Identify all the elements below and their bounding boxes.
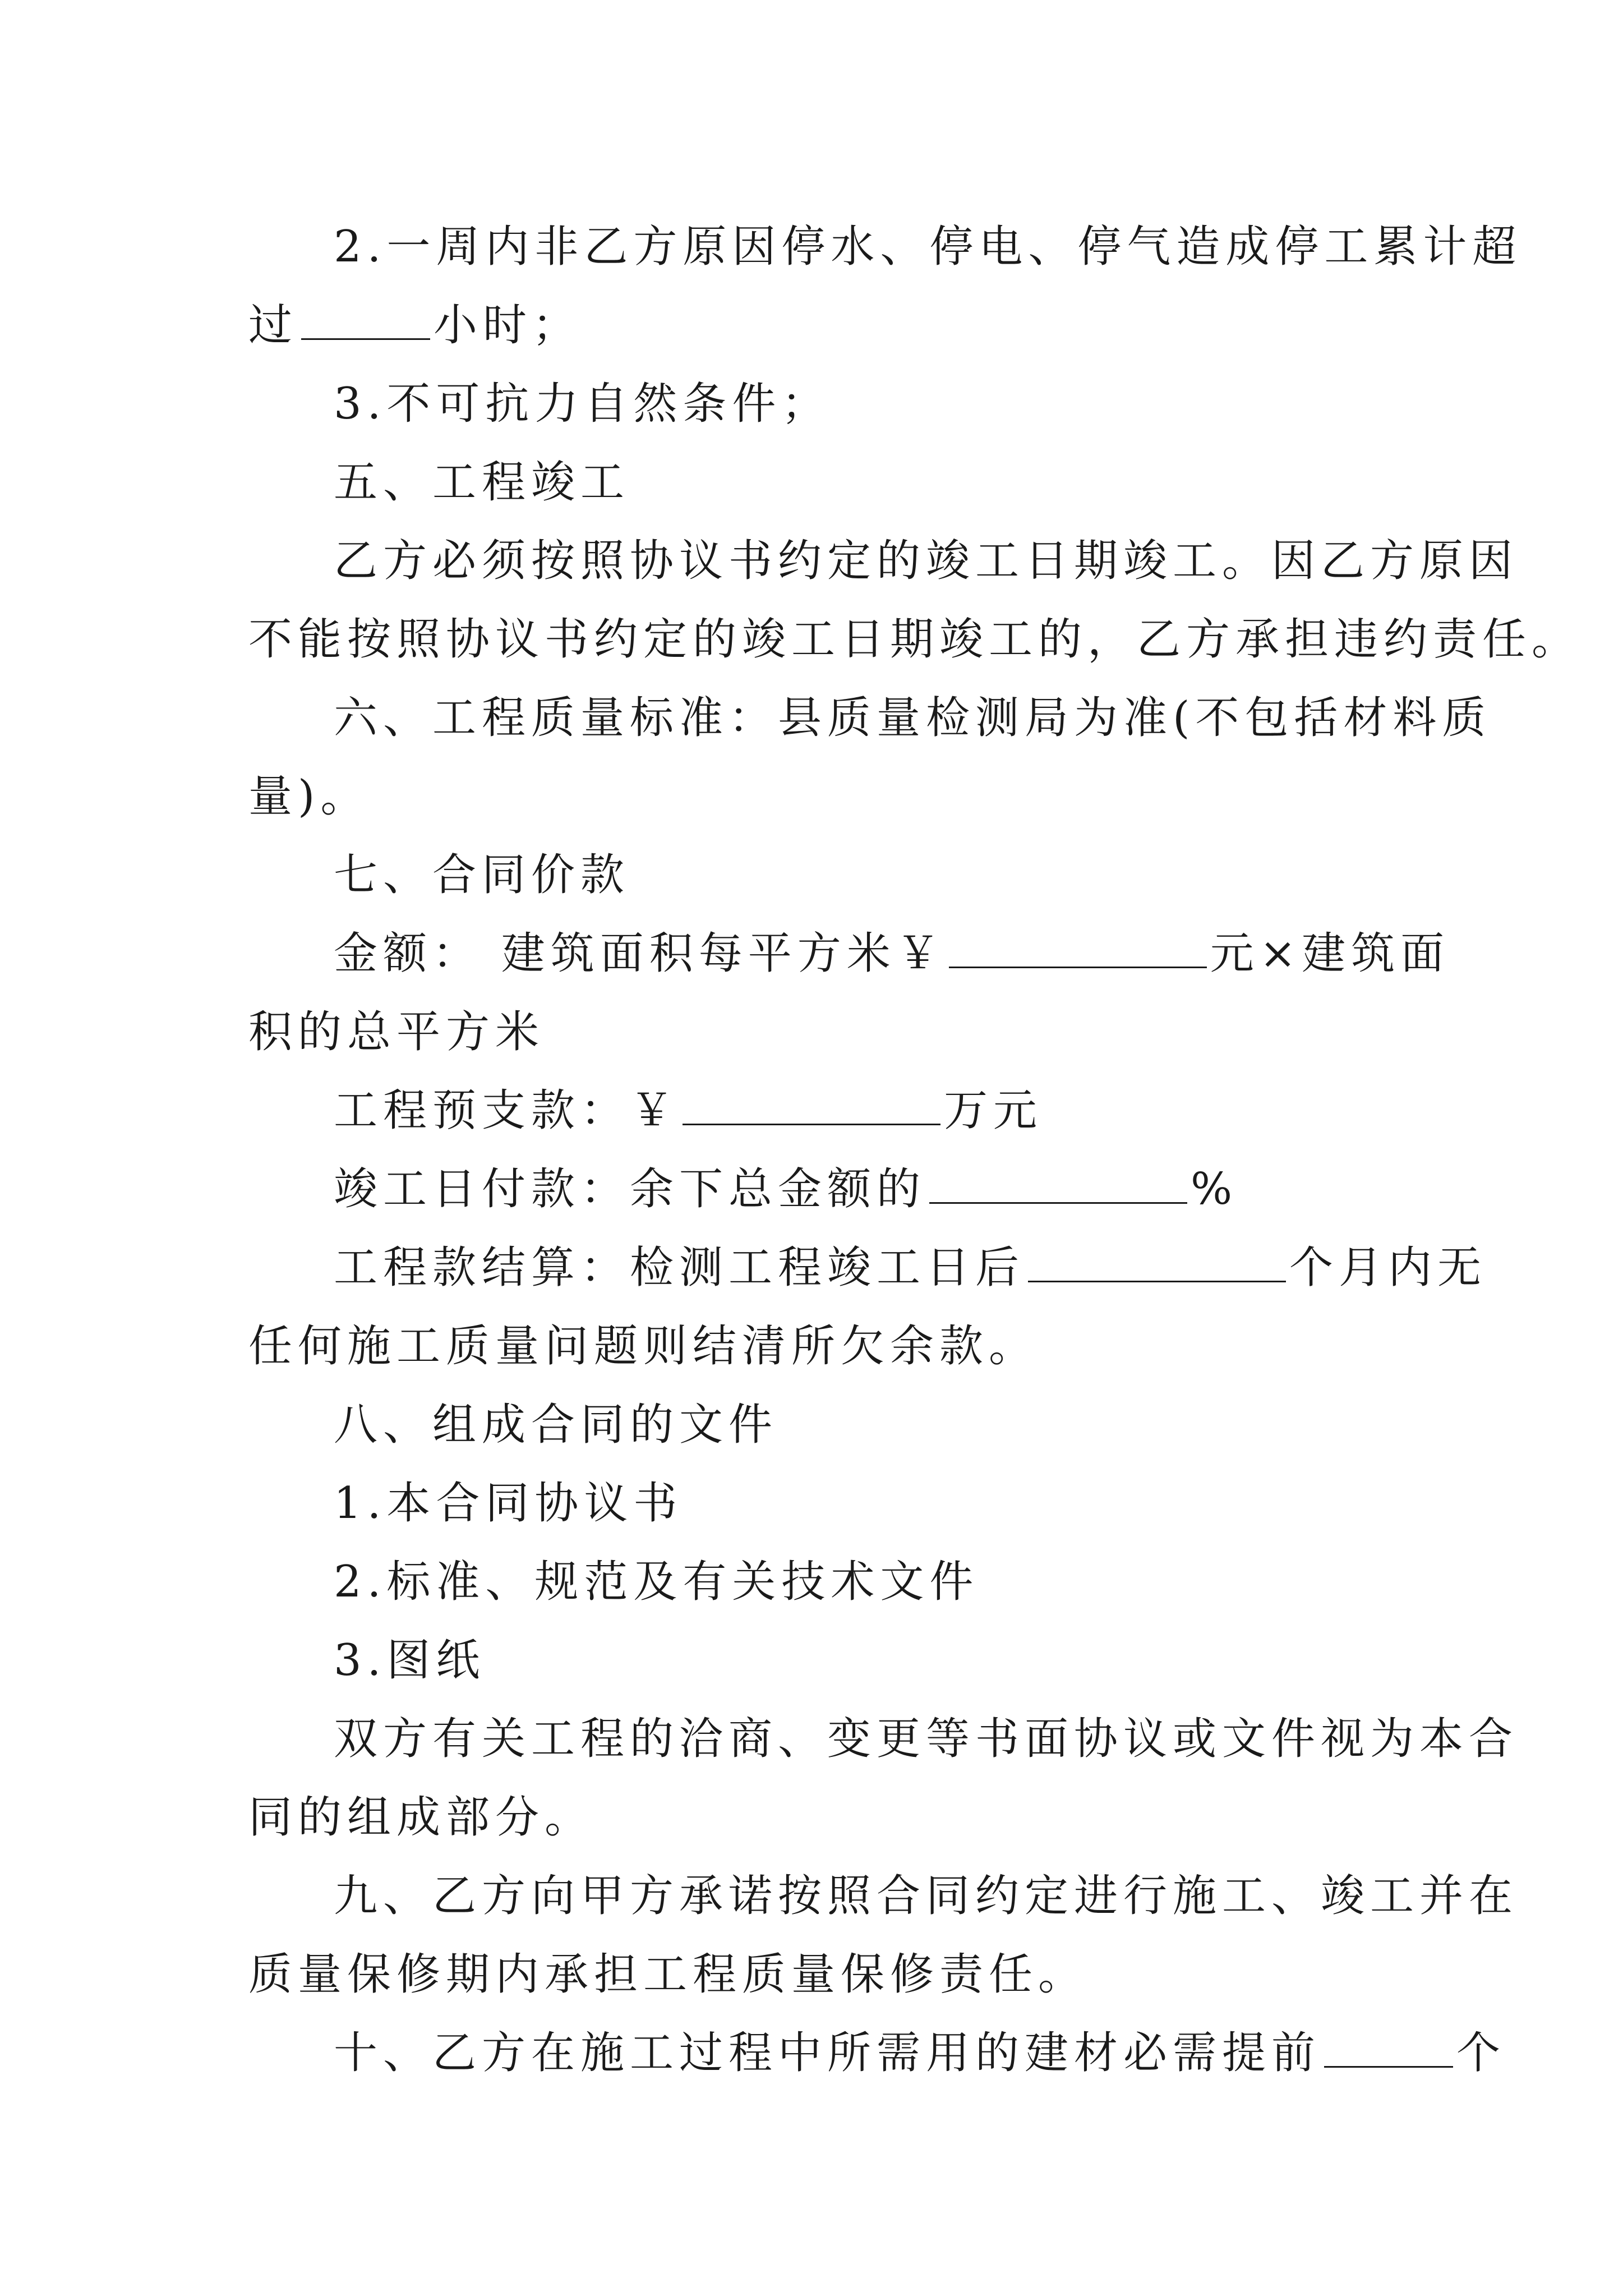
text-fragment: 竣工日付款：余下总金额的 bbox=[334, 1164, 926, 1214]
text-fragment: 十、乙方在施工过程中所需用的建材必需提前 bbox=[334, 2028, 1321, 2078]
list-item: 3.图纸 bbox=[334, 1635, 486, 1686]
completion-payment-line bbox=[248, 1156, 1381, 1234]
text-fragment: 小时； bbox=[434, 300, 582, 351]
section-heading: 五、工程竣工 bbox=[334, 457, 630, 508]
settlement-line bbox=[248, 1234, 1487, 1313]
section-heading: 七、合同价款 bbox=[334, 850, 630, 900]
list-item: 1.本合同协议书 bbox=[334, 1478, 683, 1529]
clause-line: 2.一周内非乙方原因停水、停电、停气造成停工累计超 bbox=[334, 222, 1522, 272]
section-heading: 八、组成合同的文件 bbox=[334, 1400, 778, 1450]
clause-line: 3.不可抗力自然条件； bbox=[334, 379, 831, 429]
text-fragment: 元×建筑面 bbox=[1210, 928, 1450, 979]
paragraph-line: 积的总平方米 bbox=[248, 1007, 545, 1057]
paragraph-line: 不能按照协议书约定的竣工日期竣工的，乙方承担违约责任。 bbox=[248, 614, 1581, 665]
clause-line bbox=[248, 292, 1381, 370]
paragraph-line: 双方有关工程的洽商、变更等书面协议或文件视为本合 bbox=[334, 1714, 1519, 1764]
text-fragment: 个 bbox=[1456, 2028, 1506, 2078]
fill-in-blank bbox=[929, 1158, 1187, 1204]
section-heading: 六、工程质量标准：县质量检测局为准(不包括材料质 bbox=[334, 693, 1492, 743]
amount-line bbox=[248, 920, 1450, 999]
text-fragment: 金额： 建筑面积每平方米￥ bbox=[334, 928, 946, 979]
paragraph-line: 同的组成部分。 bbox=[248, 1792, 594, 1843]
fill-in-blank bbox=[301, 295, 430, 340]
paragraph-line: 质量保修期内承担工程质量保修责任。 bbox=[248, 1949, 1088, 2000]
document-body bbox=[248, 213, 1581, 2098]
text-fragment: % bbox=[1191, 1164, 1238, 1214]
fill-in-blank bbox=[1028, 1237, 1286, 1282]
text-fragment: 过 bbox=[248, 300, 298, 351]
paragraph-line: 量)。 bbox=[248, 771, 370, 822]
fill-in-blank bbox=[683, 1080, 940, 1125]
paragraph-line: 乙方必须按照协议书约定的竣工日期竣工。因乙方原因 bbox=[334, 536, 1519, 586]
paragraph-line: 任何施工质量问题则结清所欠余款。 bbox=[248, 1321, 1039, 1372]
list-item: 2.标准、规范及有关技术文件 bbox=[334, 1557, 979, 1607]
text-fragment: 万元 bbox=[944, 1085, 1043, 1136]
fill-in-blank bbox=[1324, 2022, 1453, 2068]
fill-in-blank bbox=[949, 923, 1207, 968]
text-fragment: 工程款结算：检测工程竣工日后 bbox=[334, 1243, 1025, 1293]
text-fragment: 个月内无 bbox=[1289, 1243, 1487, 1293]
section-heading: 九、乙方向甲方承诺按照合同约定进行施工、竣工并在 bbox=[334, 1871, 1519, 1921]
section-heading bbox=[248, 2019, 1506, 2098]
prepayment-line bbox=[248, 1077, 1381, 1156]
text-fragment: 工程预支款：￥ bbox=[334, 1085, 680, 1136]
